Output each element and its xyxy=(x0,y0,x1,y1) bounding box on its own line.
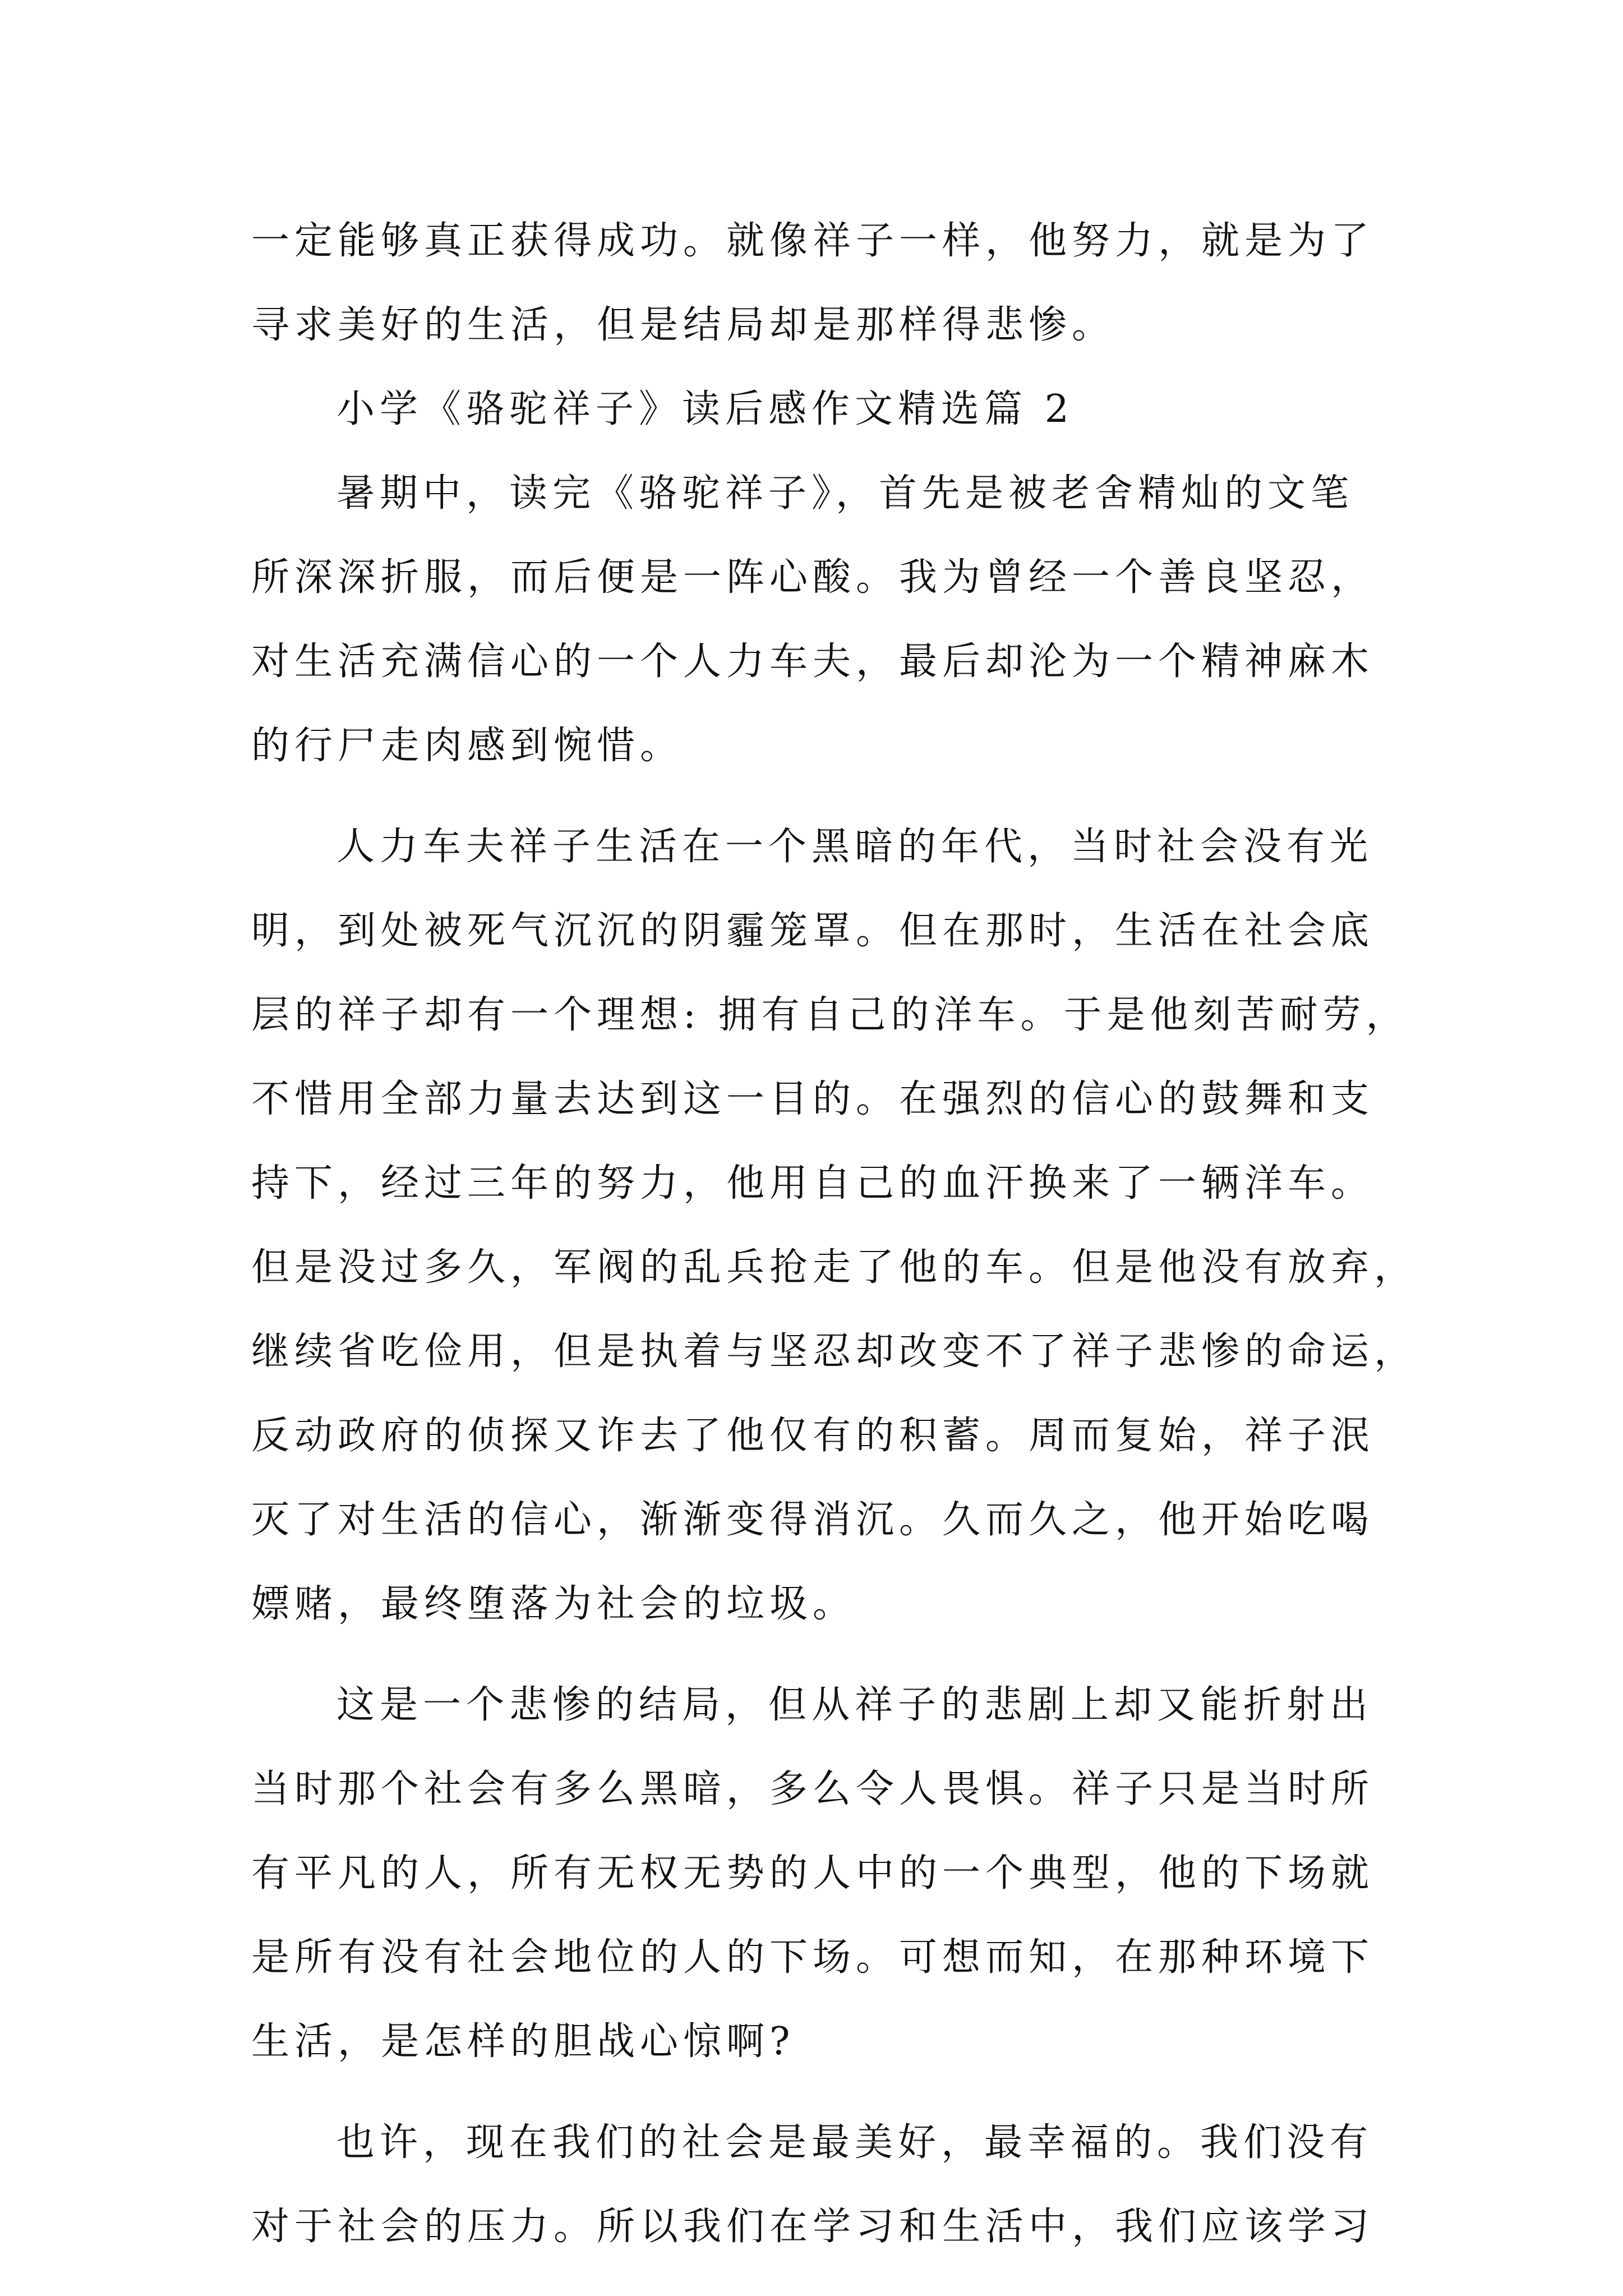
text-line: 当时那个社会有多么黑暗，多么令人畏惧。祥子只是当时所 xyxy=(251,1767,1375,1811)
paragraph-start: 也许，现在我们的社会是最美好，最幸福的。我们没有 xyxy=(336,2120,1373,2165)
text-line: 不惜用全部力量去达到这一目的。在强烈的信心的鼓舞和支 xyxy=(251,1077,1375,1121)
paragraph-start: 暑期中，读完《骆驼祥子》，首先是被老舍精灿的文笔 xyxy=(336,471,1354,516)
text-line: 明，到处被死气沉沉的阴霾笼罩。但在那时，生活在社会底 xyxy=(251,909,1375,953)
text-line: 反动政府的侦探又诈去了他仅有的积蓄。周而复始，祥子泯 xyxy=(251,1414,1375,1458)
text-line: 一定能够真正获得成功。就像祥子一样，他努力，就是为了 xyxy=(251,219,1375,263)
text-line: 有平凡的人，所有无权无势的人中的一个典型，他的下场就 xyxy=(251,1851,1375,1895)
text-line: 寻求美好的生活，但是结局却是那样得悲惨。 xyxy=(251,303,1115,347)
paragraph-start: 这是一个悲惨的结局，但从祥子的悲剧上却又能折射出 xyxy=(336,1683,1373,1727)
text-line: 是所有没有社会地位的人的下场。可想而知，在那种环境下 xyxy=(251,1935,1375,1980)
text-line: 的行尸走肉感到惋惜。 xyxy=(251,724,684,768)
text-line: 持下，经过三年的努力，他用自己的血汗换来了一辆洋车。 xyxy=(251,1161,1375,1205)
text-line: 嫖赌，最终堕落为社会的垃圾。 xyxy=(251,1582,856,1626)
text-line: 生活，是怎样的胆战心惊啊? xyxy=(251,2019,795,2064)
text-line: 但是没过多久，军阀的乱兵抢走了他的车。但是他没有放弃， xyxy=(251,1245,1418,1290)
text-line: 层的祥子却有一个理想: 拥有自己的洋车。于是他刻苦耐劳， xyxy=(251,993,1409,1037)
text-line: 所深深折服，而后便是一阵心酸。我为曾经一个善良坚忍， xyxy=(251,555,1375,600)
text-line: 灭了对生活的信心，渐渐变得消沉。久而久之，他开始吃喝 xyxy=(251,1498,1375,1542)
section-heading: 小学《骆驼祥子》读后感作文精选篇 2 xyxy=(336,387,1074,431)
paragraph-start: 人力车夫祥子生活在一个黑暗的年代，当时社会没有光 xyxy=(336,825,1373,869)
text-line: 继续省吃俭用，但是执着与坚忍却改变不了祥子悲惨的命运， xyxy=(251,1329,1418,1374)
text-line: 对于社会的压力。所以我们在学习和生活中，我们应该学习 xyxy=(251,2205,1375,2249)
text-line: 对生活充满信心的一个人力车夫，最后却沦为一个精神麻木 xyxy=(251,639,1375,684)
document-body xyxy=(251,199,1418,2269)
